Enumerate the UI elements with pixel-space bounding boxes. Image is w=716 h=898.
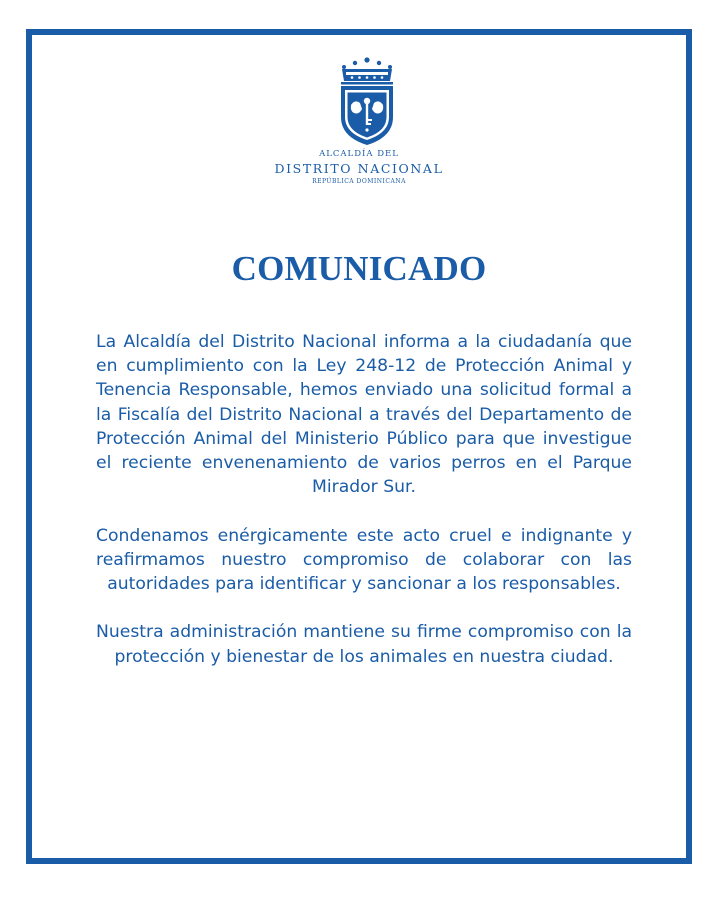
coat-of-arms-icon (337, 57, 397, 147)
org-name-line1: ALCALDÍA DEL (319, 149, 399, 159)
paragraph-3: Nuestra administración mantiene su firme compromiso con la protección y bienestar de los animales en nuestra ciudad. (96, 622, 632, 667)
org-name-line2: DISTRITO NACIONAL (274, 161, 444, 176)
paragraph-2: Condenamos enérgicamente este acto cruel e indignante y reafirmamos nuestro compromiso de colaborar con las autoridades para identificar y sancionar a los responsables. (96, 525, 632, 595)
document-border (26, 29, 692, 864)
org-country: REPÚBLICA DOMINICANA (312, 178, 406, 185)
page-title: COMUNICADO (231, 249, 487, 288)
document-body (96, 330, 632, 693)
paragraph-1: La Alcaldía del Distrito Nacional informa a la ciudadanía que en cumplimiento con la Ley 248-12 de Protección Animal y Tenencia Responsable, hemos enviado una solicitud formal a la Fiscalía del Distrito Nacional a través del Departamento de Protección Animal del Ministerio Público para que investigue el reciente envenenamiento de varios perros en el Parque Mirador Sur. (96, 332, 632, 498)
